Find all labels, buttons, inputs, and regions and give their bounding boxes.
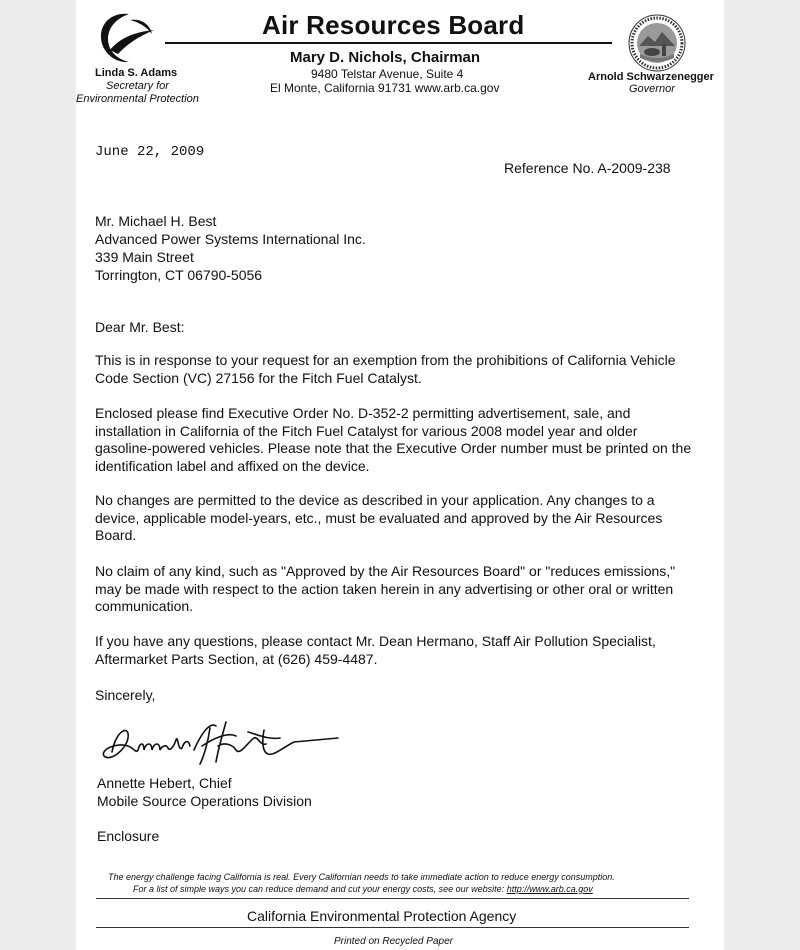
recipient-city: Torrington, CT 06790-5056 (95, 267, 263, 283)
recycled-note: Printed on Recycled Paper (334, 936, 453, 947)
salutation: Dear Mr. Best: (95, 319, 185, 335)
agency-name: California Environmental Protection Agency (247, 908, 517, 924)
signer-block (97, 774, 312, 810)
website-link[interactable]: http://www.arb.ca.gov (506, 884, 593, 894)
secretary-title-line1: Secretary for (106, 80, 169, 92)
footer-rule (96, 927, 689, 928)
body-paragraph: No changes are permitted to the device as described in your application. Any changes to a device, applicable model-years, etc., must be evaluated and approved by the Air Resources Board. (95, 492, 663, 543)
governor-name: Arnold Schwarzenegger (588, 71, 714, 83)
closing: Sincerely, (95, 687, 156, 703)
body-paragraph: No claim of any kind, such as "Approved by the Air Resources Board" or "reduces emissions," may be made with respect to the action taken herein in any advertising or other oral or written communication. (95, 563, 676, 614)
energy-notice-line2 (133, 884, 593, 894)
recipient-name: Mr. Michael H. Best (95, 213, 217, 229)
chairman-line: Mary D. Nichols, Chairman (290, 49, 481, 66)
energy-notice-text: For a list of simple ways you can reduce demand and cut your energy costs, see our website: (133, 884, 507, 894)
reference-number: Reference No. A-2009-238 (504, 160, 671, 176)
footer-rule (96, 898, 689, 899)
body-paragraph: If you have any questions, please contact Mr. Dean Hermano, Staff Air Pollution Specialist, Aftermarket Parts Section, at (626) 459-4487. (95, 633, 656, 667)
board-title: Air Resources Board (262, 10, 525, 40)
signer-name: Annette Hebert, Chief (97, 775, 232, 791)
recipient-company: Advanced Power Systems International Inc. (95, 231, 366, 247)
signer-division: Mobile Source Operations Division (97, 793, 312, 809)
title-rule (165, 42, 612, 44)
state-seal-icon (628, 14, 686, 72)
energy-notice-line1: The energy challenge facing California is real. Every Californian needs to take immediate action to reduce energy consumption. (108, 872, 615, 882)
body-paragraph: This is in response to your request for an exemption from the prohibitions of California Vehicle Code Section (VC) 27156 for the Fitch Fuel Catalyst. (95, 352, 676, 386)
recipient-street: 339 Main Street (95, 249, 194, 265)
letter-date: June 22, 2009 (95, 144, 205, 160)
recipient-address (95, 212, 366, 284)
secretary-name: Linda S. Adams (95, 67, 178, 79)
enclosure-note: Enclosure (97, 828, 160, 844)
board-address-line2: El Monte, California 91731 www.arb.ca.gov (270, 81, 500, 95)
handwritten-signature (98, 712, 343, 770)
body-paragraph: Enclosed please find Executive Order No. D-352-2 permitting advertisement, sale, and installation in California of the Fitch Fuel Catalyst for various 2008 model year and older gasoline-powered vehicles. Please note that the Executive Order number must be printed on the identification label and affixed on the device. (95, 405, 692, 474)
board-address-line1: 9480 Telstar Avenue, Suite 4 (311, 67, 464, 81)
calepa-logo-icon (96, 10, 158, 66)
secretary-title-line2: Environmental Protection (76, 93, 199, 105)
governor-title: Governor (629, 83, 675, 95)
